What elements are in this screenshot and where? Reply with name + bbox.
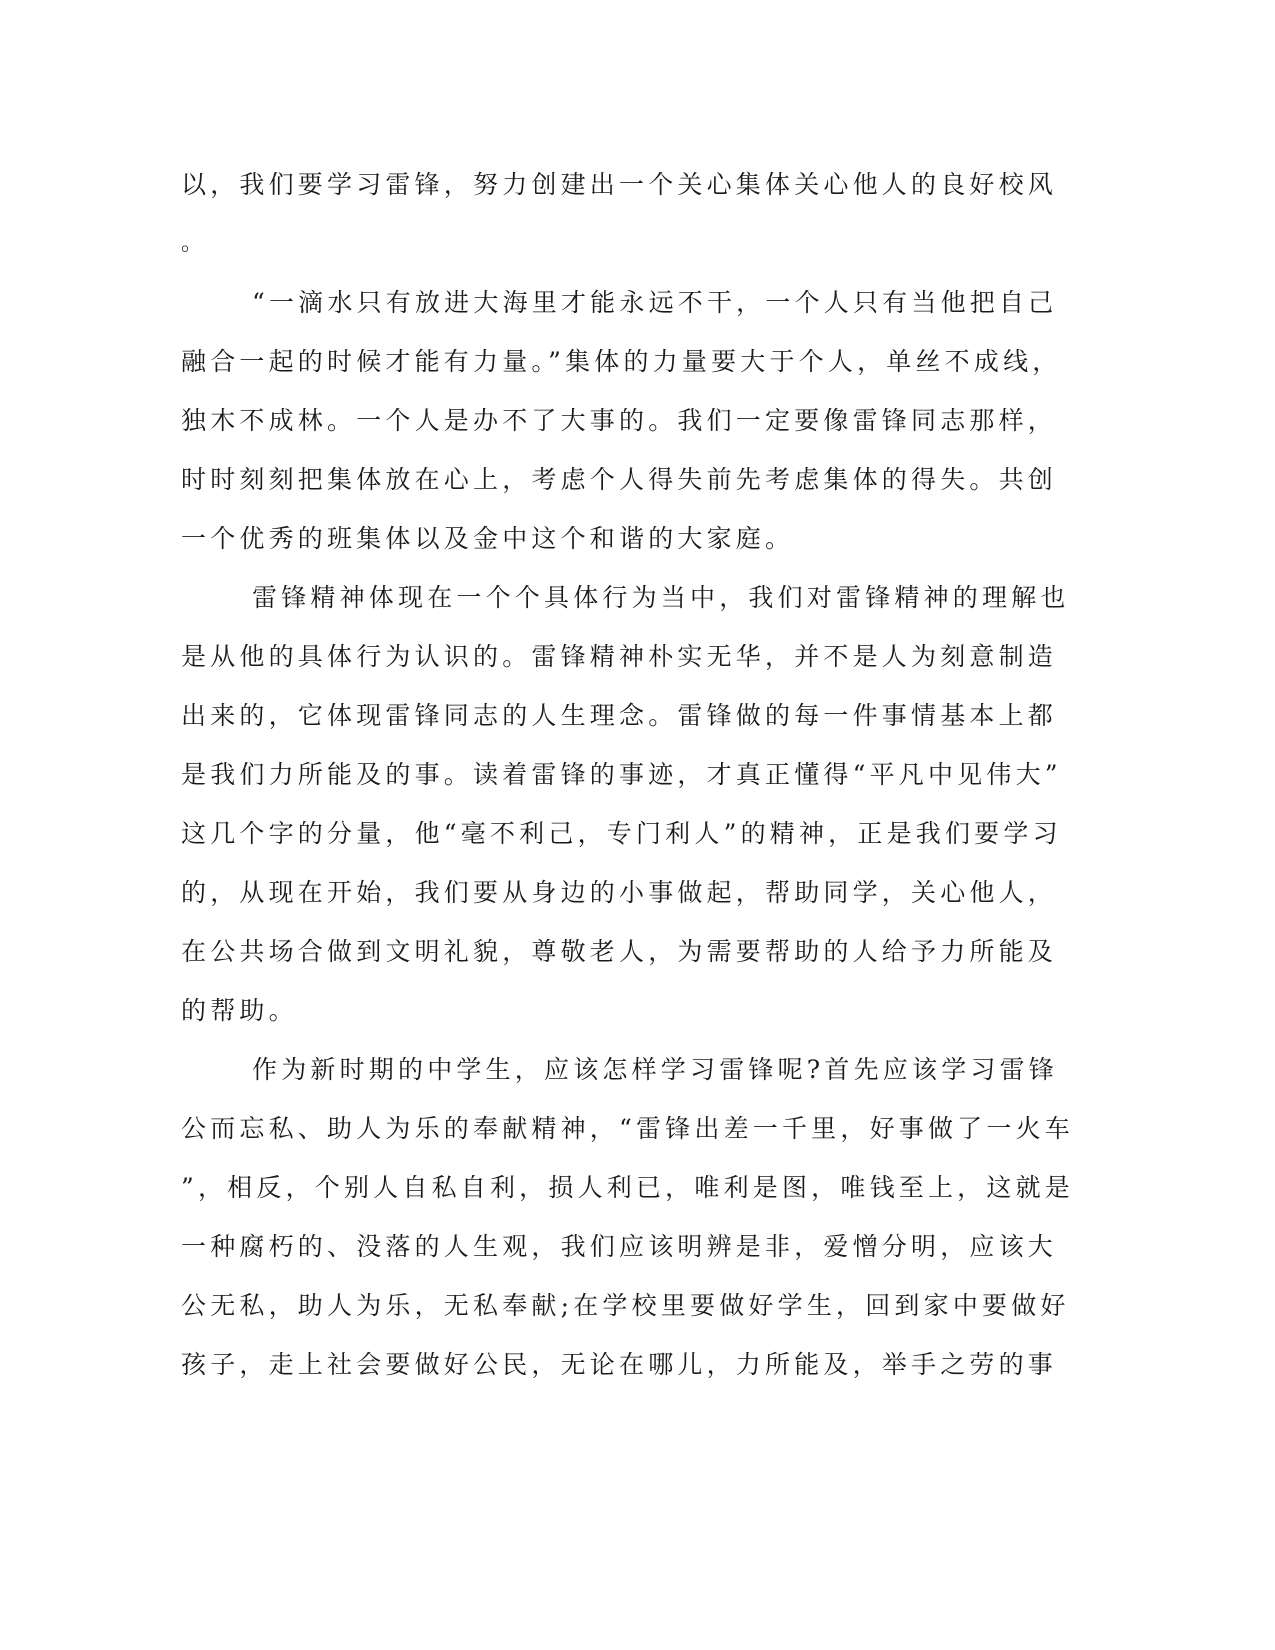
paragraph-start-line: 雷锋精神体现在一个个具体行为当中，我们对雷锋精神的理解也 xyxy=(252,583,1070,612)
text-line: 以，我们要学习雷锋，努力创建出一个关心集体关心他人的良好校风 xyxy=(181,170,1058,199)
body-text xyxy=(181,155,1081,1394)
text-line: 时时刻刻把集体放在心上，考虑个人得失前先考虑集体的得失。共创 xyxy=(181,465,1058,494)
text-line: 出来的，它体现雷锋同志的人生理念。雷锋做的每一件事情基本上都 xyxy=(181,701,1058,730)
text-line: 公无私，助人为乐，无私奉献;在学校里要做好学生，回到家中要做好 xyxy=(181,1291,1070,1320)
text-line: 。 xyxy=(181,231,204,256)
text-line: 独木不成林。一个人是办不了大事的。我们一定要像雷锋同志那样， xyxy=(181,406,1058,435)
text-line: 孩子，走上社会要做好公民，无论在哪儿，力所能及，举手之劳的事 xyxy=(181,1350,1058,1379)
text-line: 这几个字的分量，他“毫不利己，专门利人”的精神，正是我们要学习 xyxy=(181,819,1062,848)
paragraph-start-line: 作为新时期的中学生，应该怎样学习雷锋呢?首先应该学习雷锋 xyxy=(252,1055,1059,1084)
paragraph-start-line: “一滴水只有放进大海里才能永远不干，一个人只有当他把自己 xyxy=(252,288,1058,317)
text-line: 在公共场合做到文明礼貌，尊敬老人，为需要帮助的人给予力所能及 xyxy=(181,937,1058,966)
text-line: 公而忘私、助人为乐的奉献精神，“雷锋出差一千里，好事做了一火车 xyxy=(181,1114,1074,1143)
text-line: ”，相反，个别人自私自利，损人利已，唯利是图，唯钱至上，这就是 xyxy=(181,1173,1074,1202)
text-line: 融合一起的时候才能有力量。”集体的力量要大于个人，单丝不成线， xyxy=(181,347,1062,376)
text-line: 一种腐朽的、没落的人生观，我们应该明辨是非，爱憎分明，应该大 xyxy=(181,1232,1058,1261)
text-line: 是我们力所能及的事。读着雷锋的事迹，才真正懂得“平凡中见伟大” xyxy=(181,760,1062,789)
text-line: 一个优秀的班集体以及金中这个和谐的大家庭。 xyxy=(181,524,795,553)
text-line: 是从他的具体行为认识的。雷锋精神朴实无华，并不是人为刻意制造 xyxy=(181,642,1058,671)
text-line: 的帮助。 xyxy=(181,996,298,1025)
text-line: 的，从现在开始，我们要从身边的小事做起，帮助同学，关心他人， xyxy=(181,878,1058,907)
